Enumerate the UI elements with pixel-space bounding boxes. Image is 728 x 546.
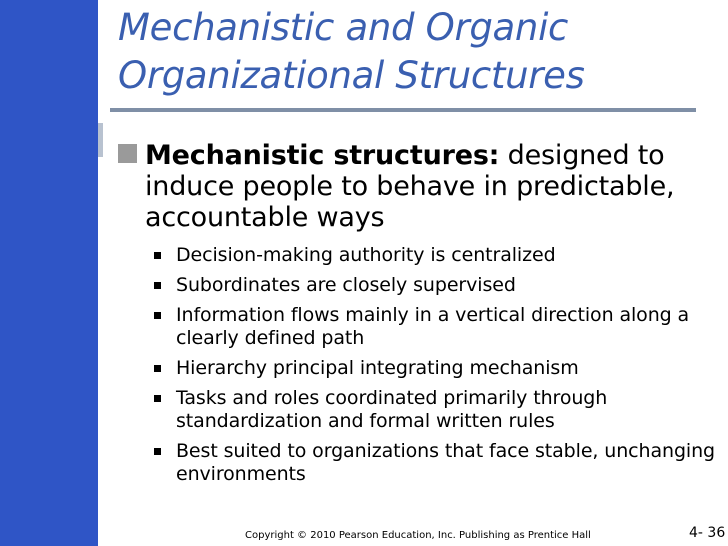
title-line-2: Organizational Structures	[118, 54, 585, 97]
list-item: Tasks and roles coordinated primarily through standardization and formal written rules	[154, 387, 719, 433]
slide-title	[118, 4, 718, 100]
main-bullet-description: designed to induce people to behave in predictable, accountable ways	[145, 140, 675, 233]
page-number: 4- 36	[689, 525, 726, 541]
square-bullet-icon	[154, 365, 161, 372]
list-item: Best suited to organizations that face stable, unchanging environments	[154, 440, 719, 486]
list-item: Decision-making authority is centralized	[154, 244, 719, 267]
square-bullet-icon	[154, 312, 161, 319]
main-bullet-text	[145, 140, 715, 233]
copyright-footer: Copyright © 2010 Pearson Education, Inc. Publishing as Prentice Hall	[245, 530, 591, 541]
list-item: Hierarchy principal integrating mechanism	[154, 357, 719, 380]
divider-tick	[98, 123, 103, 157]
list-item: Information flows mainly in a vertical direction along a clearly defined path	[154, 304, 719, 350]
left-accent-bar	[0, 0, 98, 546]
title-line-1: Mechanistic and Organic	[118, 6, 569, 49]
square-bullet-icon	[118, 144, 137, 163]
sub-bullet-list	[154, 244, 719, 493]
square-bullet-icon	[154, 252, 161, 259]
square-bullet-icon	[154, 448, 161, 455]
list-item: Subordinates are closely supervised	[154, 274, 719, 297]
square-bullet-icon	[154, 395, 161, 402]
main-bullet-term: Mechanistic structures:	[145, 140, 500, 171]
title-divider	[110, 108, 696, 112]
square-bullet-icon	[154, 282, 161, 289]
